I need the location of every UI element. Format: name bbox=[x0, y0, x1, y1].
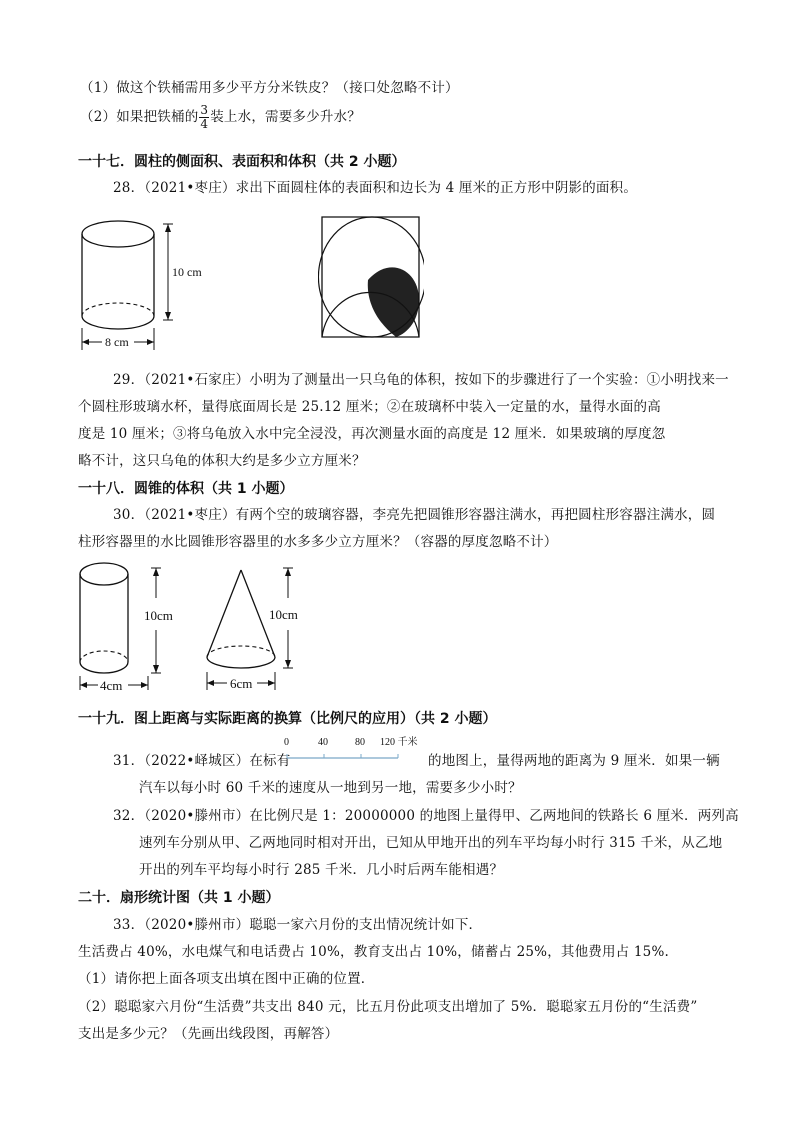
section-18-title: 一十八．圆锥的体积（共 1 小题） bbox=[78, 481, 294, 497]
q30-line1: 30．（2021•枣庄）有两个空的玻璃容器，李亮先把圆锥形容器注满水，再把圆柱形容器注满水，圆 bbox=[113, 507, 716, 523]
q33-line5: 支出是多少元？（先画出线段图，再解答） bbox=[78, 1026, 339, 1042]
q31-after: 的地图上，量得两地的距离为 9 厘米．如果一辆 bbox=[428, 753, 720, 769]
q32-line3: 开出的列车平均每小时行 285 千米．几小时后两车能相遇？ bbox=[139, 862, 504, 878]
q27-sub2-after: 装上水，需要多少升水？ bbox=[210, 109, 361, 125]
scale-tick-0: 0 bbox=[284, 737, 289, 748]
q31-line2: 汽车以每小时 60 千米的速度从一地到另一地，需要多少小时？ bbox=[139, 780, 522, 796]
section-17-title: 一十七．圆柱的侧面积、表面积和体积（共 2 小题） bbox=[78, 154, 406, 170]
cylinder-figure bbox=[78, 212, 208, 357]
q28-text: 28．（2021•枣庄）求出下面圆柱体的表面积和边长为 4 厘米的正方形中阴影的面积。 bbox=[113, 180, 638, 196]
q30-line2: 柱形容器里的水比圆锥形容器里的水多多少立方厘米？（容器的厚度忽略不计） bbox=[78, 534, 558, 550]
q33-line4: （2）聪聪家六月份“生活费”共支出 840 元，比五月份此项支出增加了 5%．聪聪家五月份的“生活费” bbox=[78, 999, 698, 1015]
q33-line1: 33．（2020•滕州市）聪聪一家六月份的支出情况统计如下． bbox=[113, 917, 483, 933]
q27-sub2-before: （2）如果把铁桶的 bbox=[80, 109, 199, 125]
fraction-denominator: 4 bbox=[200, 117, 209, 131]
q31-before: 31．（2022•峄城区）在标有 bbox=[113, 753, 291, 769]
container-cylinder-width-label: 4cm bbox=[100, 678, 123, 693]
q27-sub2 bbox=[80, 104, 361, 131]
container-cylinder-figure bbox=[76, 560, 196, 695]
q29-line1: 29．（2021•石家庄）小明为了测量出一只乌龟的体积，按如下的步骤进行了一个实验：①小明找来一 bbox=[113, 372, 729, 388]
q29-line4: 略不计，这只乌龟的体积大约是多少立方厘米？ bbox=[78, 453, 366, 469]
fraction-numerator: 3 bbox=[200, 103, 209, 117]
section-19-title: 一十九．图上距离与实际距离的换算（比例尺的应用）（共 2 小题） bbox=[78, 711, 497, 727]
q29-line2: 个圆柱形玻璃水杯，量得底面周长是 25.12 厘米；②在玻璃杯中装入一定量的水，量得水面的高 bbox=[78, 399, 661, 415]
square-shaded-figure bbox=[318, 215, 424, 343]
scale-tick-80: 80 bbox=[355, 737, 365, 748]
fraction-three-quarters bbox=[199, 104, 209, 131]
scale-tick-40: 40 bbox=[318, 737, 328, 748]
container-cone-figure bbox=[203, 560, 323, 695]
cylinder-height-label: 10 cm bbox=[172, 265, 202, 279]
cylinder-width-label: 8 cm bbox=[105, 335, 129, 349]
container-cylinder-height-label: 10cm bbox=[144, 608, 173, 623]
section-20-title: 二十．扇形统计图（共 1 小题） bbox=[78, 890, 280, 906]
scale-tick-120: 120 千米 bbox=[380, 737, 418, 748]
q29-line3: 度是 10 厘米；③将乌龟放入水中完全浸没，再次测量水面的高度是 12 厘米．如果玻璃的厚度忽 bbox=[78, 426, 666, 442]
container-cone-width-label: 6cm bbox=[230, 676, 253, 691]
container-cone-height-label: 10cm bbox=[269, 607, 298, 622]
q27-sub1: （1）做这个铁桶需用多少平方分米铁皮？（接口处忽略不计） bbox=[80, 80, 459, 96]
q33-line2: 生活费占 40%，水电煤气和电话费占 10%，教育支出占 10%，储蓄占 25%，其他费用占 15%. bbox=[78, 944, 669, 960]
q33-line3: （1）请你把上面各项支出填在图中正确的位置． bbox=[78, 971, 375, 987]
scale-bar bbox=[284, 734, 428, 766]
q32-line2: 速列车分别从甲、乙两地同时相对开出，已知从甲地开出的列车平均每小时行 315 千米，从乙地 bbox=[139, 835, 723, 851]
q32-line1: 32．（2020•滕州市）在比例尺是 1：20000000 的地图上量得甲、乙两地间的铁路长 6 厘米．两列高 bbox=[113, 808, 739, 824]
